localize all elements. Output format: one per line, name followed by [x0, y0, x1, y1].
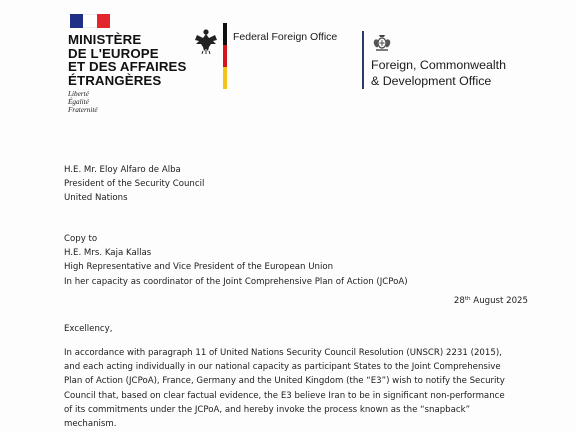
letter-date — [454, 296, 528, 306]
france-name-line: ÉTRANGÈRES — [68, 72, 162, 88]
addressee-line: United Nations — [64, 193, 128, 204]
addressee-line: President of the Security Council — [64, 179, 205, 190]
body-line: mechanism. — [64, 419, 117, 430]
france-ministry-logo — [68, 14, 208, 115]
uk-name-line: & Development Office — [371, 73, 492, 88]
body-line: Council that, based on clear factual evidence, the E3 believe Iran to be in significant non-performance — [64, 390, 505, 401]
uk-name-line: Foreign, Commonwealth — [371, 58, 506, 72]
germany-office-name: Federal Foreign Office — [233, 31, 338, 43]
france-name-line: ET DES AFFAIRES — [68, 59, 187, 74]
body-line: and each acting individually in our national capacity as participant States to the Joint Comprehensive — [64, 362, 501, 373]
body-paragraph — [64, 346, 526, 431]
france-motto — [68, 90, 208, 115]
addressee-line: H.E. Mr. Eloy Alfaro de Alba — [64, 165, 181, 175]
copy-to-line: High Representative and Vice President of the European Union — [64, 262, 334, 273]
motto-line: Fraternité — [68, 106, 98, 115]
date-day: 28 — [453, 296, 465, 306]
uk-office-name — [371, 58, 561, 89]
france-ministry-name — [68, 33, 208, 87]
salutation: Excellency, — [64, 324, 113, 334]
body-line: of its commitments under the JCPoA, and hereby invoke the process known as the “snapback” — [64, 404, 471, 415]
copy-to-line: H.E. Mrs. Kaja Kallas — [64, 248, 152, 259]
copy-to-block — [64, 232, 408, 289]
motto-line: Liberté — [68, 90, 89, 98]
french-flag-icon — [70, 14, 110, 28]
body-line: In accordance with paragraph 11 of United Nations Security Council Resolution (UNSCR) 2231 (2015), — [64, 348, 502, 358]
date-suffix: th — [464, 296, 471, 302]
royal-crest-icon — [372, 34, 392, 52]
date-rest: August 2025 — [470, 296, 528, 306]
france-name-line: MINISTÈRE — [68, 32, 142, 47]
uk-divider-bar — [362, 31, 364, 89]
body-line: Plan of Action (JCPoA), France, Germany and the United Kingdom (the “E3”) wish to notify the Security — [64, 376, 505, 387]
copy-to-line: Copy to — [64, 234, 98, 244]
federal-eagle-icon — [194, 28, 218, 54]
german-flag-bar — [223, 23, 227, 89]
motto-line: Égalité — [68, 98, 89, 107]
copy-to-line: In her capacity as coordinator of the Joint Comprehensive Plan of Action (JCPoA) — [64, 276, 408, 287]
france-name-line: DE L'EUROPE — [68, 45, 159, 61]
addressee-block — [64, 163, 204, 206]
